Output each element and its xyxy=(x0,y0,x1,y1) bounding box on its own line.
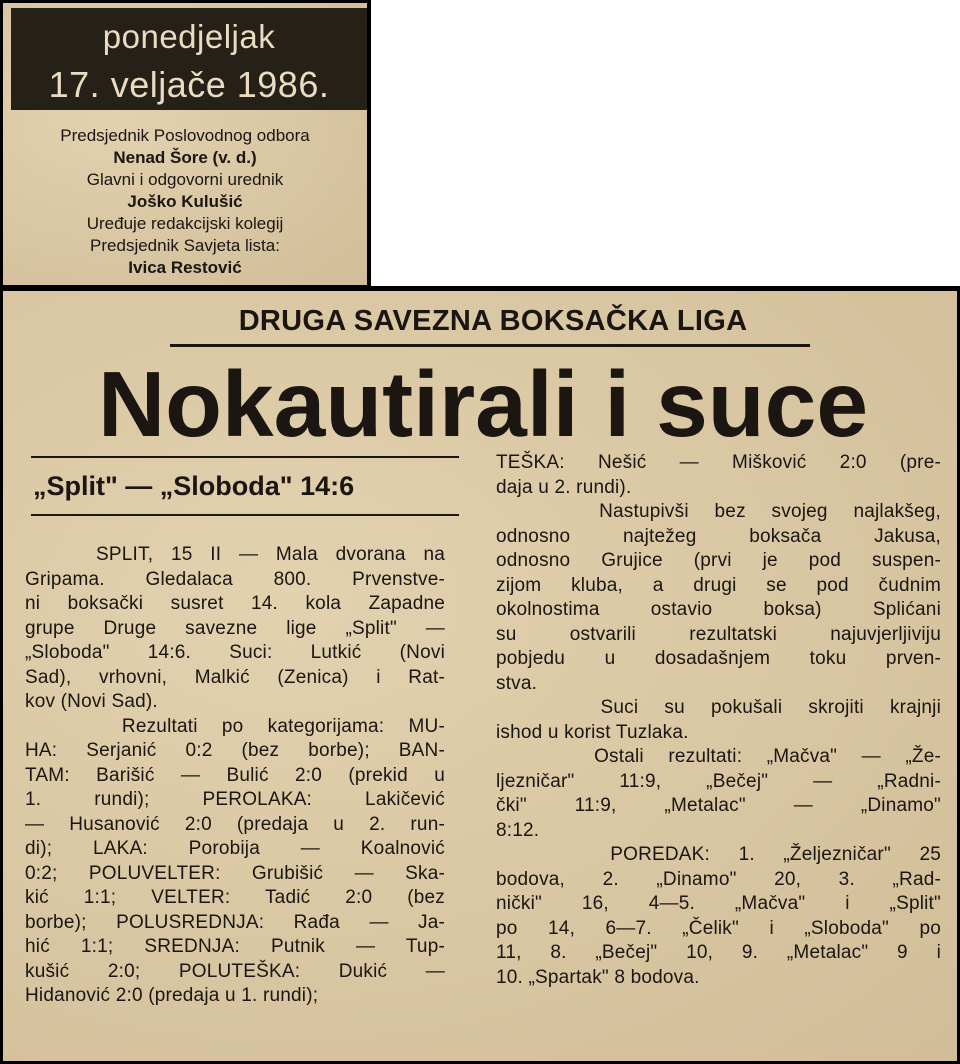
blank-background xyxy=(371,0,960,286)
article-clipping xyxy=(3,291,957,1061)
article-text-line: ni boksački susret 14. kola Zapadne xyxy=(25,593,445,614)
article-headline: Nokautirali i suce xyxy=(97,352,869,456)
article-text-line: pobjedu u dosadašnjem toku prven- xyxy=(496,648,941,669)
article-text-line: daja u 2. rundi). xyxy=(496,476,632,498)
article-text-line: po 14, 6—7. „Čelik" i „Sloboda" po xyxy=(496,917,941,939)
article-text-line: 10. „Spartak" 8 bodova. xyxy=(496,966,700,988)
masthead-clipping xyxy=(3,3,367,285)
article-text-line: odnosno najtežeg boksača Jakusa, xyxy=(496,525,941,547)
article-text-line: „Sloboda" 14:6. Suci: Lutkić (Novi xyxy=(25,642,445,663)
article-text-line: čki" 11:9, „Metalac" — „Dinamo" xyxy=(496,795,941,816)
article-text-line: kov (Novi Sad). xyxy=(25,691,158,712)
article-text-line: Suci su pokušali skrojiti krajnji xyxy=(496,697,941,718)
date-banner xyxy=(11,8,367,110)
article-text-line: hić 1:1; SREDNJA: Putnik — Tup- xyxy=(25,936,445,957)
article-text-line: su ostvarili rezultatski najuvjerljiviju xyxy=(496,623,941,645)
article-text-line: bodova, 2. „Dinamo" 20, 3. „Rad- xyxy=(496,868,941,890)
article-text-line: borbe); POLUSREDNJA: Rađa — Ja- xyxy=(25,911,445,933)
article-text-line: Nastupivši bez svojeg najlakšeg, xyxy=(496,501,941,522)
staff-line: Predsjednik Poslovodnog odbora xyxy=(60,126,310,145)
article-text-line: SPLIT, 15 II — Mala dvorana na xyxy=(25,544,445,565)
article-text-line: okolnostima ostavio boksa) Splićani xyxy=(496,599,941,620)
article-text-line: stva. xyxy=(496,672,538,694)
staff-credits xyxy=(3,125,367,279)
article-text-line: Hidanović 2:0 (predaja u 1. rundi); xyxy=(25,985,319,1006)
staff-line: Ivica Restović xyxy=(128,258,242,277)
article-text-line: Sad), vrhovni, Malkić (Zenica) i Rat- xyxy=(25,666,445,688)
subhead-rule-top xyxy=(31,456,459,458)
article-text-line: TEŠKA: Nešić — Mišković 2:0 (pre- xyxy=(496,452,941,473)
article-text-line: 8:12. xyxy=(496,819,540,841)
article-text-line: zijom kluba, a drugi se pod čudnim xyxy=(496,574,941,596)
article-column-left xyxy=(25,543,445,1009)
date-weekday: ponedjeljak xyxy=(102,18,276,55)
article-column-right xyxy=(496,451,941,990)
article-text-line: 1. rundi); PEROLAKA: Lakičević xyxy=(25,789,445,810)
article-text-line: TAM: Barišić — Bulić 2:0 (prekid u xyxy=(25,764,445,786)
article-text-line: Gripama. Gledalaca 800. Prvenstve- xyxy=(25,568,445,590)
article-text-line: 11, 8. „Bečej" 10, 9. „Metalac" 9 i xyxy=(496,942,941,963)
article-text-line: HA: Serjanić 0:2 (bez borbe); BAN- xyxy=(25,740,445,761)
article-text-line: odnosno Grujice (prvi je pod suspen- xyxy=(496,550,941,571)
article-text-line: Rezultati po kategorijama: MU- xyxy=(25,715,445,737)
staff-line: Joško Kulušić xyxy=(127,192,243,211)
article-subhead: „Split" — „Sloboda" 14:6 xyxy=(33,471,355,501)
article-text-line: Ostali rezultati: „Mačva" — „Že- xyxy=(496,746,941,767)
article-text-line: ljezničar" 11:9, „Bečej" — „Radni- xyxy=(496,770,941,792)
kicker-rule xyxy=(170,344,810,347)
article-kicker: DRUGA SAVEZNA BOKSAČKA LIGA xyxy=(238,305,748,337)
subhead-rule-bottom xyxy=(31,514,459,516)
article-text-line: POREDAK: 1. „Željezničar" 25 xyxy=(496,844,941,865)
article-text-line: grupe Druge savezne lige „Split" — xyxy=(25,617,445,639)
staff-line: Nenad Šore (v. d.) xyxy=(113,148,257,167)
staff-line: Uređuje redakcijski kolegij xyxy=(86,214,284,233)
article-text-line: kić 1:1; VELTER: Tadić 2:0 (bez xyxy=(25,887,445,908)
staff-line: Glavni i odgovorni urednik xyxy=(86,170,284,189)
article-text-line: kušić 2:0; POLUTEŠKA: Dukić — xyxy=(25,960,445,982)
staff-line: Predsjednik Savjeta lista: xyxy=(90,236,280,255)
date-full: 17. veljače 1986. xyxy=(48,64,330,105)
article-text-line: ishod u korist Tuzlaka. xyxy=(496,721,689,743)
article-text-line: nički" 16, 4—5. „Mačva" i „Split" xyxy=(496,893,941,914)
article-text-line: — Husanović 2:0 (predaja u 2. run- xyxy=(25,813,445,835)
article-text-line: 0:2; POLUVELTER: Grubišić — Ska- xyxy=(25,862,445,884)
article-text-line: di); LAKA: Porobija — Koalnović xyxy=(25,838,445,859)
